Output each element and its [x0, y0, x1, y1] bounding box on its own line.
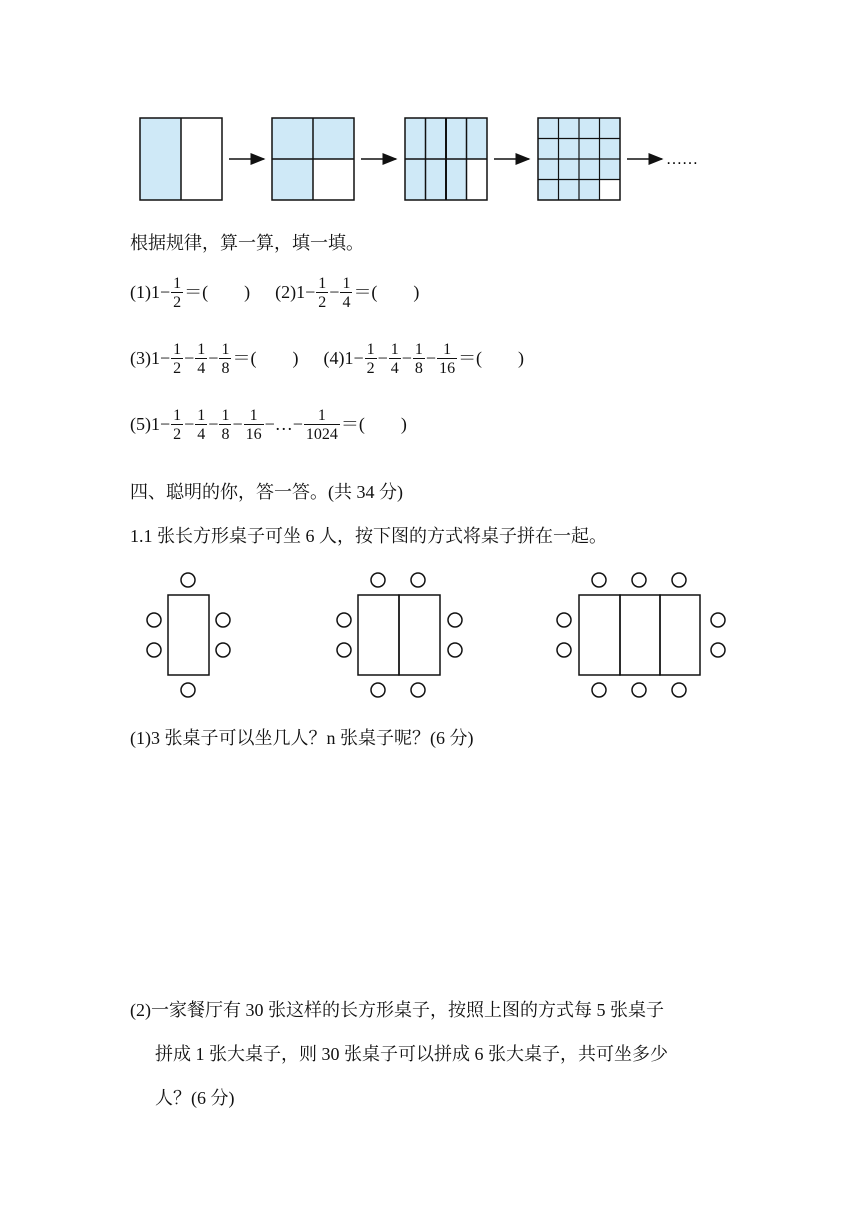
seat [147, 613, 161, 627]
seat [371, 573, 385, 587]
minus-sign: − [425, 347, 437, 368]
denominator: 8 [221, 360, 230, 377]
seat [711, 643, 725, 657]
seat [181, 683, 195, 697]
numerator: 1 [173, 407, 182, 424]
minus-sign: − [232, 413, 243, 434]
table-1 [168, 595, 209, 675]
seat [632, 573, 646, 587]
sub-question-1: (1)3 张桌子可以坐几人？n 张桌子呢？(6 分) [130, 728, 474, 748]
numerator: 1 [317, 407, 326, 424]
expr-label: (4)1− [323, 347, 364, 368]
numerator: 1 [443, 341, 452, 358]
seat [711, 613, 725, 627]
numerator: 1 [197, 407, 206, 424]
numerator: 1 [366, 341, 375, 358]
minus-sign: − [401, 347, 412, 368]
seat [448, 613, 462, 627]
denominator: 8 [221, 426, 230, 443]
answer-blank: ＝( ) [232, 347, 299, 368]
seat [592, 573, 606, 587]
seat [411, 683, 425, 697]
minus-sign: − [184, 347, 195, 368]
denominator: 1024 [305, 426, 338, 443]
numerator: 1 [173, 275, 182, 292]
denominator: 2 [173, 294, 182, 311]
table-3c [660, 595, 700, 675]
instruction-text: 根据规律，算一算，填一填。 [130, 233, 364, 253]
seat [216, 613, 230, 627]
denominator: 4 [342, 294, 351, 311]
seat [448, 643, 462, 657]
numerator: 1 [221, 407, 230, 424]
denominator: 16 [245, 426, 262, 443]
table-3a [579, 595, 620, 675]
table-2b [399, 595, 440, 675]
numerator: 1 [414, 341, 423, 358]
table-2a [358, 595, 399, 675]
ellipsis-sign: −…− [264, 413, 303, 434]
question-1-intro: 1.1 张长方形桌子可坐 6 人，按下图的方式将桌子拼在一起。 [130, 526, 607, 546]
denominator: 2 [173, 360, 182, 377]
seat [557, 643, 571, 657]
seat [371, 683, 385, 697]
answer-blank: ＝( ) [353, 281, 420, 302]
denominator: 4 [197, 360, 206, 377]
numerator: 1 [173, 341, 182, 358]
sub-question-2-line-3: 人？(6 分) [155, 1088, 235, 1108]
denominator: 4 [390, 360, 399, 377]
section-heading: 四、聪明的你，答一答。(共 34 分) [130, 482, 403, 502]
denominator: 4 [197, 426, 206, 443]
minus-sign: − [208, 413, 219, 434]
seat [411, 573, 425, 587]
answer-blank: ＝( ) [340, 413, 407, 434]
seat [337, 613, 351, 627]
numerator: 1 [221, 341, 230, 358]
numerator: 1 [318, 275, 327, 292]
seat [147, 643, 161, 657]
minus-sign: − [329, 281, 340, 302]
denominator: 2 [173, 426, 182, 443]
expr-label: (5)1− [130, 413, 171, 434]
answer-blank: ＝( ) [184, 281, 251, 302]
seat [592, 683, 606, 697]
seat [672, 573, 686, 587]
seat [557, 613, 571, 627]
minus-sign: − [377, 347, 388, 368]
denominator: 16 [439, 360, 456, 377]
denominator: 2 [318, 294, 327, 311]
expr-label: (2)1− [275, 281, 316, 302]
expr-label: (3)1− [130, 347, 171, 368]
numerator: 1 [197, 341, 206, 358]
minus-sign: − [184, 413, 195, 434]
sub-question-2-line-1: (2)一家餐厅有 30 张这样的长方形桌子，按照上图的方式每 5 张桌子 [130, 1000, 664, 1020]
answer-blank: ＝( ) [458, 347, 525, 368]
expr-label: (1)1− [130, 281, 171, 302]
minus-sign: − [208, 347, 219, 368]
table-3b [620, 595, 660, 675]
numerator: 1 [342, 275, 351, 292]
seat [337, 643, 351, 657]
denominator: 2 [366, 360, 375, 377]
seat [632, 683, 646, 697]
ellipsis: …… [666, 151, 698, 168]
numerator: 1 [390, 341, 399, 358]
sub-question-2-line-2: 拼成 1 张大桌子，则 30 张桌子可以拼成 6 张大桌子，共可坐多少 [155, 1044, 668, 1064]
seat [216, 643, 230, 657]
seat [672, 683, 686, 697]
denominator: 8 [414, 360, 423, 377]
seat [181, 573, 195, 587]
numerator: 1 [249, 407, 258, 424]
